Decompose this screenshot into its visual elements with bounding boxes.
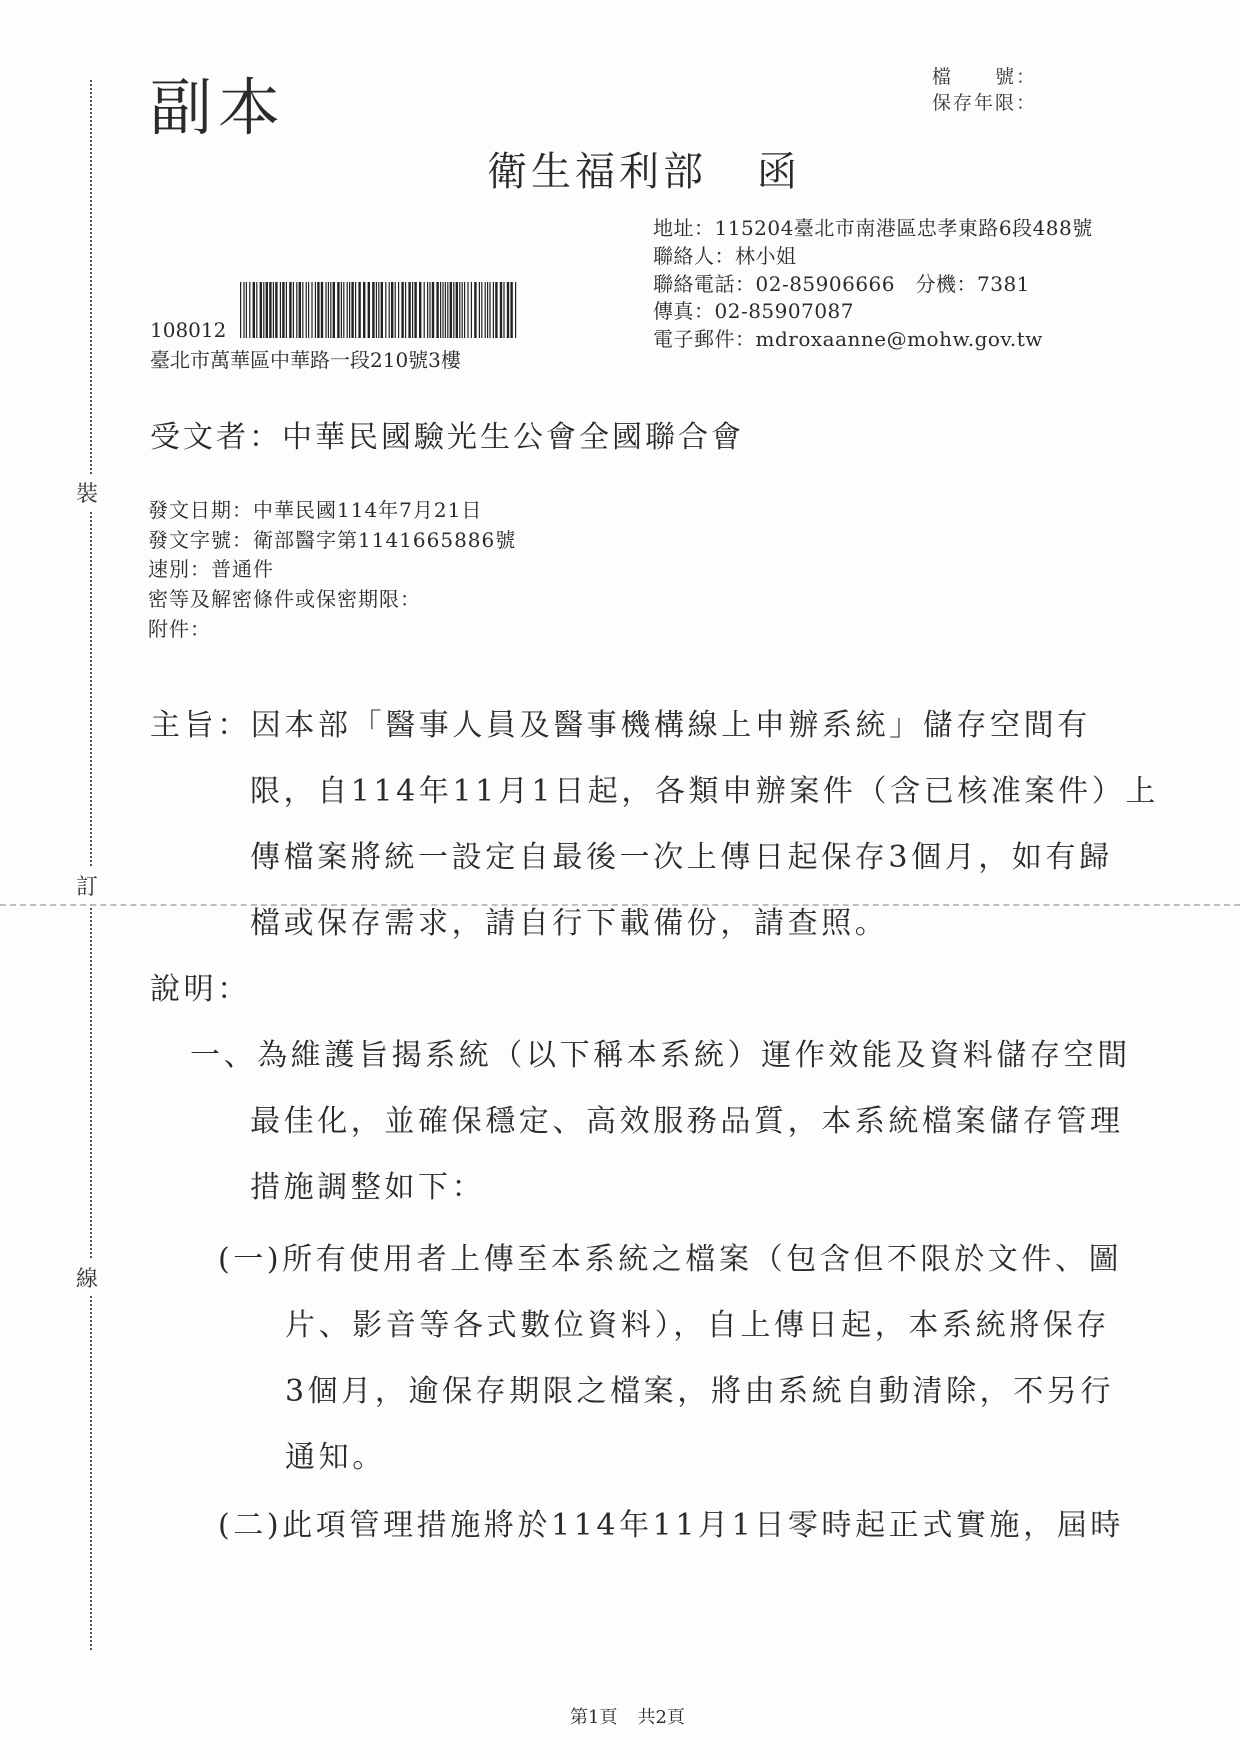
binding-mark-ding: 訂 (76, 868, 98, 903)
page-total: 共2頁 (637, 1707, 685, 1728)
copy-stamp: 副本 (150, 71, 287, 144)
binding-mark-zhuang: 裝 (76, 475, 98, 510)
document-number: 發文字號：衛部醫字第1141665886號 (148, 528, 517, 552)
delivery-speed: 速別：普通件 (148, 557, 274, 581)
contact-email: 電子郵件：mdroxaanne@mohw.gov.tw (653, 327, 1043, 351)
contact-phone: 聯絡電話：02-85906666 分機：7381 (653, 272, 1030, 296)
archive-file-no: 檔 號： (932, 66, 1038, 88)
contact-fax: 傳真：02-85907087 (653, 299, 855, 323)
document-type: 函 (757, 149, 801, 195)
sub-item-1-line-2: 片、影音等各式數位資料），自上傳日起，本系統將保存 (285, 1308, 1110, 1343)
subject-line-1: 主旨：因本部「醫事人員及醫事機構線上申辦系統」儲存空間有 (150, 708, 1091, 743)
subject-line-3: 傳檔案將統一設定自最後一次上傳日起保存3個月，如有歸 (250, 840, 1113, 875)
barcode (240, 282, 520, 338)
attachments: 附件： (148, 617, 211, 641)
issue-date: 發文日期：中華民國114年7月21日 (148, 498, 483, 522)
secrecy-level: 密等及解密條件或保密期限： (148, 587, 421, 611)
subject-line-2: 限，自114年11月1日起，各類申辦案件（含已核准案件）上 (250, 774, 1159, 809)
sub-item-1-line-4: 通知。 (285, 1440, 386, 1475)
agency-name: 衛生福利部 (487, 149, 707, 195)
sub-item-1-line-3: 3個月，逾保存期限之檔案，將由系統自動清除，不另行 (285, 1374, 1115, 1409)
contact-person: 聯絡人：林小姐 (653, 244, 797, 268)
archive-retention: 保存年限： (932, 92, 1038, 114)
explanation-heading: 說明： (150, 972, 251, 1007)
postal-code: 108012 (150, 318, 227, 342)
subject-line-4: 檔或保存需求，請自行下載備份，請查照。 (250, 906, 889, 941)
item-1-line-2: 最佳化，並確保穩定、高效服務品質，本系統檔案儲存管理 (250, 1104, 1124, 1139)
page-number: 第1頁 (570, 1707, 618, 1728)
page-footer (570, 1703, 685, 1729)
contact-address: 地址：115204臺北市南港區忠孝東路6段488號 (653, 216, 1093, 240)
binding-line (90, 80, 92, 1650)
item-1-line-3: 措施調整如下： (250, 1170, 486, 1205)
item-1-line-1: 一、為維護旨揭系統（以下稱本系統）運作效能及資料儲存空間 (190, 1038, 1131, 1073)
sub-item-1-line-1: (一)所有使用者上傳至本系統之檔案（包含但不限於文件、圖 (218, 1242, 1123, 1277)
recipient: 受文者：中華民國驗光生公會全國聯合會 (150, 420, 744, 455)
binding-mark-xian: 線 (76, 1260, 98, 1295)
mailing-address: 臺北市萬華區中華路一段210號3樓 (150, 348, 461, 372)
sub-item-2-line-1: (二)此項管理措施將於114年11月1日零時起正式實施，屆時 (218, 1508, 1124, 1543)
document-title (487, 140, 801, 197)
